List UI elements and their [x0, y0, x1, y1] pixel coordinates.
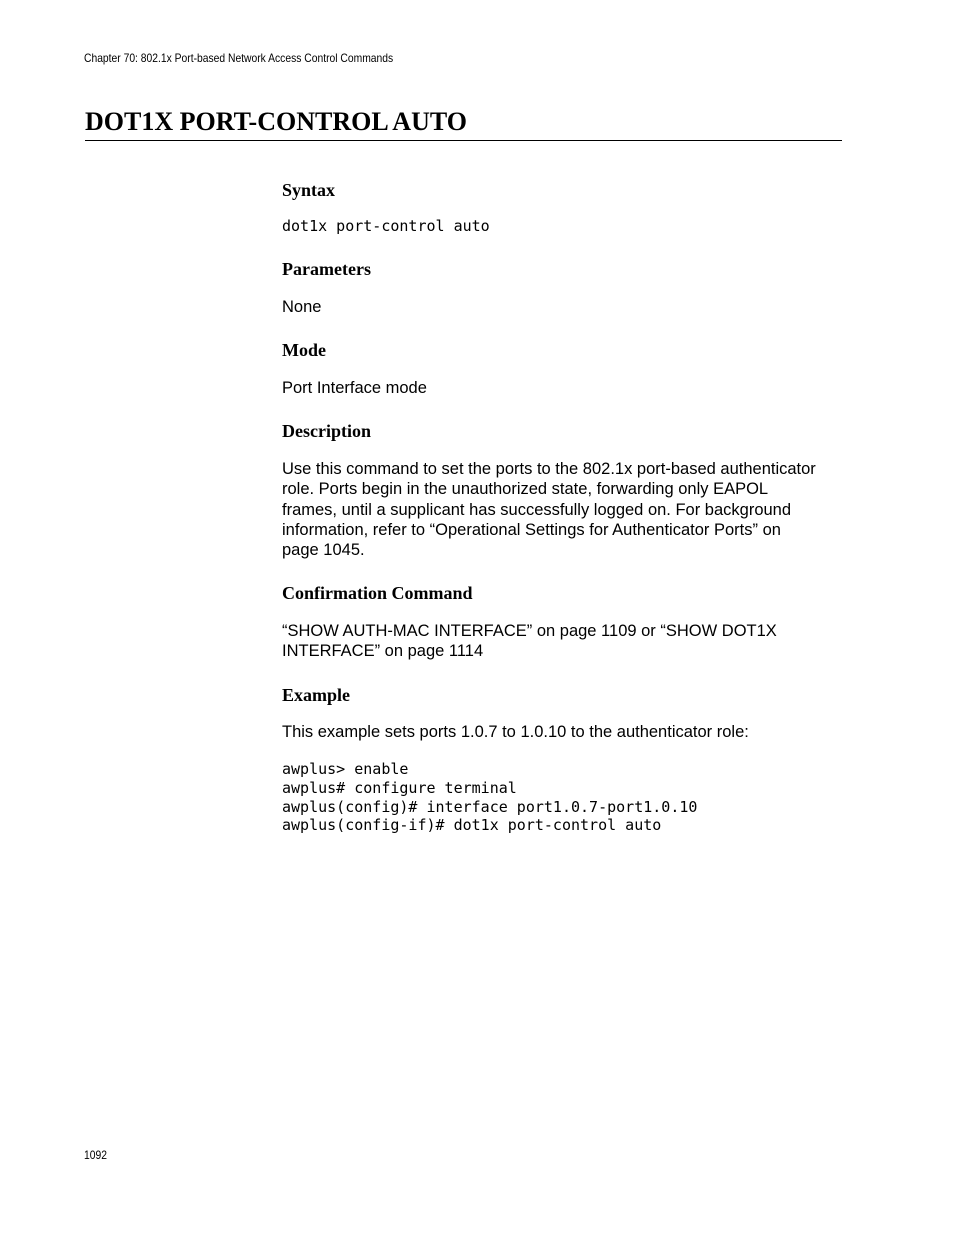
parameters-text: None: [282, 298, 322, 316]
syntax-heading: Syntax: [282, 180, 336, 200]
example-intro-block: [282, 722, 852, 742]
confirmation-body: [282, 621, 852, 662]
code-line: awplus# configure terminal: [282, 778, 517, 797]
description-line: information, refer to “Operational Settings for Authenticator Ports” on: [282, 520, 781, 539]
syntax-command-block: [282, 217, 490, 236]
mode-body: [282, 378, 427, 398]
confirmation-line: INTERFACE” on page 1114: [282, 642, 484, 661]
description-line: Use this command to set the ports to the 802.1x port-based authenticator: [282, 460, 816, 478]
mode-text: Port Interface mode: [282, 379, 427, 397]
confirmation-heading: Confirmation Command: [282, 583, 473, 603]
syntax-section: [282, 178, 335, 202]
confirmation-line: “SHOW AUTH-MAC INTERFACE” on page 1109 or “SHOW DOT1X: [282, 622, 777, 640]
description-line: page 1045.: [282, 541, 365, 560]
mode-heading: Mode: [282, 340, 326, 360]
example-heading: Example: [282, 685, 351, 705]
example-intro: This example sets ports 1.0.7 to 1.0.10 to the authenticator role:: [282, 723, 749, 741]
confirmation-section: [282, 581, 473, 605]
description-section: [282, 419, 371, 443]
description-line: frames, until a supplicant has successfully logged on. For background: [282, 500, 792, 519]
description-heading: Description: [282, 421, 371, 441]
page-number: 1092: [84, 1148, 107, 1162]
parameters-body: [282, 297, 321, 317]
parameters-heading: Parameters: [282, 259, 371, 279]
example-code-block: [282, 760, 697, 835]
code-line: awplus> enable: [282, 760, 409, 778]
parameters-section: [282, 257, 371, 281]
title-rule: [85, 140, 842, 141]
mode-section: [282, 338, 326, 362]
code-line: awplus(config-if)# dot1x port-control auto: [282, 816, 662, 835]
running-header: Chapter 70: 802.1x Port-based Network Access Control Commands: [84, 51, 394, 65]
description-line: role. Ports begin in the unauthorized state, forwarding only EAPOL: [282, 480, 769, 499]
description-body: [282, 459, 852, 560]
code-line: awplus(config)# interface port1.0.7-port1.0.10: [282, 797, 698, 816]
syntax-command: dot1x port-control auto: [282, 217, 490, 235]
page-title: DOT1X PORT-CONTROL AUTO: [85, 107, 467, 136]
example-section: [282, 683, 350, 707]
